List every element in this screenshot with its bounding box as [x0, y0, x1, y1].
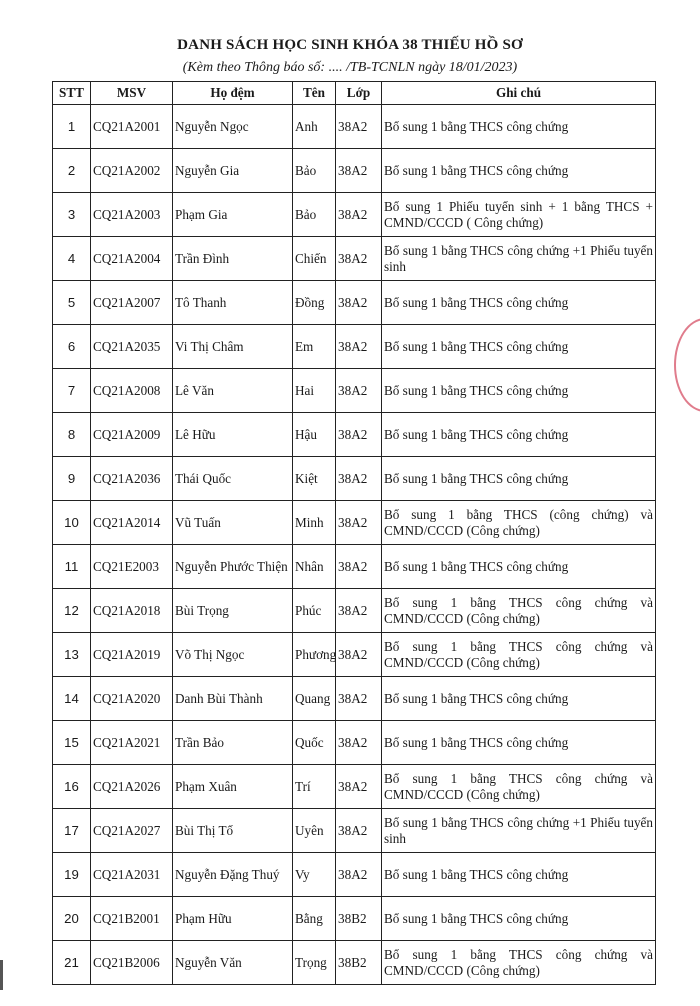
cell-ghi-chu: Bổ sung 1 bằng THCS công chứng: [382, 325, 656, 369]
table-row: [53, 809, 656, 853]
cell-ho-dem: Lê Hữu: [173, 413, 293, 457]
cell-stt: 13: [53, 633, 91, 677]
table-row: [53, 369, 656, 413]
cell-lop: 38A2: [336, 501, 382, 545]
cell-lop: 38A2: [336, 853, 382, 897]
student-table: [52, 81, 656, 985]
header-msv: MSV: [91, 82, 173, 105]
cell-ghi-chu: Bổ sung 1 bằng THCS công chứng +1 Phiếu tuyển sinh: [382, 237, 656, 281]
cell-ho-dem: Vũ Tuấn: [173, 501, 293, 545]
cell-msv: CQ21A2020: [91, 677, 173, 721]
cell-ten: Phúc: [293, 589, 336, 633]
header-ho-dem: Họ đệm: [173, 82, 293, 105]
cell-ghi-chu: Bổ sung 1 bằng THCS công chứng: [382, 721, 656, 765]
cell-ho-dem: Trần Đình: [173, 237, 293, 281]
cell-msv: CQ21E2003: [91, 545, 173, 589]
table-row: [53, 281, 656, 325]
cell-ho-dem: Phạm Xuân: [173, 765, 293, 809]
table-row: [53, 765, 656, 809]
cell-msv: CQ21A2026: [91, 765, 173, 809]
cell-stt: 11: [53, 545, 91, 589]
table-row: [53, 413, 656, 457]
cell-ghi-chu: Bổ sung 1 bằng THCS công chứng: [382, 677, 656, 721]
cell-msv: CQ21A2009: [91, 413, 173, 457]
cell-msv: CQ21A2004: [91, 237, 173, 281]
scan-edge-mark: [0, 960, 3, 990]
cell-lop: 38A2: [336, 413, 382, 457]
cell-msv: CQ21B2006: [91, 941, 173, 985]
cell-msv: CQ21A2007: [91, 281, 173, 325]
cell-lop: 38A2: [336, 369, 382, 413]
cell-ho-dem: Bùi Trọng: [173, 589, 293, 633]
cell-ten: Bằng: [293, 897, 336, 941]
cell-ho-dem: Thái Quốc: [173, 457, 293, 501]
cell-lop: 38A2: [336, 105, 382, 149]
cell-ghi-chu: Bổ sung 1 bằng THCS công chứng và CMND/CCCD (Công chứng): [382, 941, 656, 985]
table-row: [53, 545, 656, 589]
cell-stt: 3: [53, 193, 91, 237]
cell-ho-dem: Nguyễn Văn: [173, 941, 293, 985]
cell-ho-dem: Vi Thị Châm: [173, 325, 293, 369]
cell-stt: 19: [53, 853, 91, 897]
cell-msv: CQ21A2027: [91, 809, 173, 853]
cell-ten: Minh: [293, 501, 336, 545]
cell-ghi-chu: Bổ sung 1 bằng THCS công chứng: [382, 105, 656, 149]
table-row: [53, 589, 656, 633]
cell-ho-dem: Tô Thanh: [173, 281, 293, 325]
cell-stt: 21: [53, 941, 91, 985]
table-row: [53, 325, 656, 369]
cell-ten: Uyên: [293, 809, 336, 853]
cell-ghi-chu: Bổ sung 1 bằng THCS công chứng và CMND/CCCD (Công chứng): [382, 765, 656, 809]
cell-ho-dem: Trần Bảo: [173, 721, 293, 765]
table-row: [53, 105, 656, 149]
table-row: [53, 897, 656, 941]
cell-ten: Đồng: [293, 281, 336, 325]
cell-ten: Bảo: [293, 149, 336, 193]
cell-stt: 5: [53, 281, 91, 325]
header-lop: Lớp: [336, 82, 382, 105]
cell-ghi-chu: Bổ sung 1 bằng THCS công chứng: [382, 457, 656, 501]
cell-ho-dem: Phạm Hữu: [173, 897, 293, 941]
cell-msv: CQ21A2001: [91, 105, 173, 149]
cell-ghi-chu: Bổ sung 1 bằng THCS công chứng: [382, 413, 656, 457]
table-row: [53, 501, 656, 545]
cell-stt: 17: [53, 809, 91, 853]
table-row: [53, 941, 656, 985]
cell-ghi-chu: Bổ sung 1 bằng THCS công chứng: [382, 897, 656, 941]
cell-msv: CQ21A2018: [91, 589, 173, 633]
cell-ghi-chu: Bổ sung 1 bằng THCS công chứng: [382, 369, 656, 413]
cell-ghi-chu: Bổ sung 1 bằng THCS công chứng và CMND/CCCD (Công chứng): [382, 589, 656, 633]
cell-msv: CQ21A2002: [91, 149, 173, 193]
header-stt: STT: [53, 82, 91, 105]
document-subtitle: (Kèm theo Thông báo số: .... /TB-TCNLN ngày 18/01/2023): [182, 60, 518, 75]
cell-ghi-chu: Bổ sung 1 bằng THCS công chứng: [382, 545, 656, 589]
cell-ho-dem: Danh Bùi Thành: [173, 677, 293, 721]
cell-msv: CQ21B2001: [91, 897, 173, 941]
cell-ho-dem: Nguyễn Đặng Thuý: [173, 853, 293, 897]
cell-ho-dem: Nguyễn Phước Thiện: [173, 545, 293, 589]
cell-ten: Phương: [293, 633, 336, 677]
cell-lop: 38A2: [336, 677, 382, 721]
cell-msv: CQ21A2035: [91, 325, 173, 369]
cell-lop: 38A2: [336, 765, 382, 809]
cell-stt: 14: [53, 677, 91, 721]
cell-ghi-chu: Bổ sung 1 bằng THCS công chứng +1 Phiếu tuyển sinh: [382, 809, 656, 853]
cell-lop: 38B2: [336, 941, 382, 985]
table-row: [53, 633, 656, 677]
cell-ho-dem: Lê Văn: [173, 369, 293, 413]
cell-ten: Quang: [293, 677, 336, 721]
table-header-row: [53, 82, 656, 105]
cell-msv: CQ21A2003: [91, 193, 173, 237]
cell-stt: 6: [53, 325, 91, 369]
cell-msv: CQ21A2008: [91, 369, 173, 413]
table-row: [53, 677, 656, 721]
cell-lop: 38A2: [336, 809, 382, 853]
table-row: [53, 721, 656, 765]
cell-lop: 38A2: [336, 589, 382, 633]
cell-ten: Trọng: [293, 941, 336, 985]
red-stamp-seal: [674, 318, 700, 412]
cell-ten: Em: [293, 325, 336, 369]
cell-msv: CQ21A2036: [91, 457, 173, 501]
cell-stt: 12: [53, 589, 91, 633]
cell-stt: 20: [53, 897, 91, 941]
cell-ghi-chu: Bổ sung 1 bằng THCS công chứng: [382, 853, 656, 897]
cell-ten: Anh: [293, 105, 336, 149]
cell-ho-dem: Nguyễn Ngọc: [173, 105, 293, 149]
cell-ten: Hậu: [293, 413, 336, 457]
cell-ten: Trí: [293, 765, 336, 809]
cell-lop: 38A2: [336, 325, 382, 369]
cell-ghi-chu: Bổ sung 1 bằng THCS công chứng: [382, 281, 656, 325]
cell-ghi-chu: Bổ sung 1 bằng THCS công chứng: [382, 149, 656, 193]
cell-lop: 38A2: [336, 237, 382, 281]
table-row: [53, 149, 656, 193]
cell-ten: Vy: [293, 853, 336, 897]
cell-ho-dem: Võ Thị Ngọc: [173, 633, 293, 677]
cell-lop: 38A2: [336, 721, 382, 765]
cell-lop: 38B2: [336, 897, 382, 941]
cell-ghi-chu: Bổ sung 1 bằng THCS công chứng và CMND/CCCD (Công chứng): [382, 633, 656, 677]
cell-lop: 38A2: [336, 457, 382, 501]
cell-ten: Kiệt: [293, 457, 336, 501]
cell-stt: 15: [53, 721, 91, 765]
cell-ten: Nhân: [293, 545, 336, 589]
table-body: [53, 105, 656, 985]
table-row: [53, 193, 656, 237]
cell-lop: 38A2: [336, 545, 382, 589]
table-row: [53, 853, 656, 897]
cell-ten: Hai: [293, 369, 336, 413]
cell-lop: 38A2: [336, 193, 382, 237]
cell-stt: 9: [53, 457, 91, 501]
cell-stt: 2: [53, 149, 91, 193]
cell-ghi-chu: Bổ sung 1 Phiếu tuyển sinh + 1 bằng THCS + CMND/CCCD ( Công chứng): [382, 193, 656, 237]
cell-ten: Chiến: [293, 237, 336, 281]
cell-ten: Bảo: [293, 193, 336, 237]
cell-ten: Quốc: [293, 721, 336, 765]
cell-lop: 38A2: [336, 281, 382, 325]
cell-stt: 16: [53, 765, 91, 809]
cell-ghi-chu: Bổ sung 1 bằng THCS (công chứng) và CMND/CCCD (Công chứng): [382, 501, 656, 545]
header-ghi-chu: Ghi chú: [382, 82, 656, 105]
cell-ho-dem: Phạm Gia: [173, 193, 293, 237]
cell-msv: CQ21A2031: [91, 853, 173, 897]
document-title: DANH SÁCH HỌC SINH KHÓA 38 THIẾU HỒ SƠ: [177, 37, 523, 53]
cell-lop: 38A2: [336, 633, 382, 677]
cell-ho-dem: Nguyễn Gia: [173, 149, 293, 193]
cell-ho-dem: Bùi Thị Tố: [173, 809, 293, 853]
cell-stt: 7: [53, 369, 91, 413]
cell-stt: 4: [53, 237, 91, 281]
header-ten: Tên: [293, 82, 336, 105]
cell-msv: CQ21A2019: [91, 633, 173, 677]
table-row: [53, 457, 656, 501]
cell-msv: CQ21A2021: [91, 721, 173, 765]
table-row: [53, 237, 656, 281]
cell-msv: CQ21A2014: [91, 501, 173, 545]
cell-stt: 1: [53, 105, 91, 149]
cell-stt: 10: [53, 501, 91, 545]
cell-stt: 8: [53, 413, 91, 457]
cell-lop: 38A2: [336, 149, 382, 193]
